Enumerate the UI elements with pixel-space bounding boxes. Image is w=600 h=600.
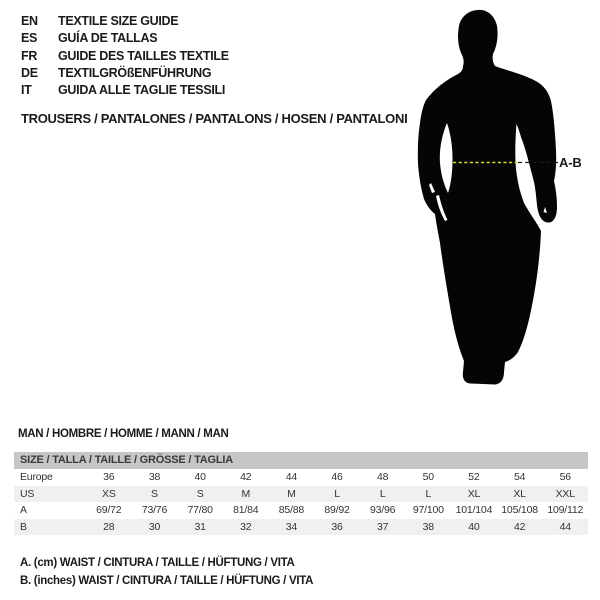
language-code: DE <box>21 65 38 80</box>
size-table-rows <box>14 469 588 535</box>
size-value-cell: XS <box>102 487 116 500</box>
language-label: GUIDA ALLE TAGLIE TESSILI <box>58 83 226 98</box>
size-value-cell: 44 <box>285 471 298 483</box>
note-a: A. (cm) WAIST / CINTURA / TAILLE / HÜFTUNG / VITA <box>20 557 295 569</box>
size-value-cell: S <box>196 487 204 500</box>
language-row <box>21 30 229 47</box>
size-value-cell: 85/88 <box>278 504 305 516</box>
size-value-cell: 30 <box>148 520 161 533</box>
size-value-cell: XL <box>467 487 481 500</box>
language-code: ES <box>21 31 38 46</box>
size-value-cell: XXL <box>555 487 575 500</box>
language-row <box>21 65 229 82</box>
language-label: GUIDE DES TAILLES TEXTILE <box>58 48 229 63</box>
table-row <box>14 519 588 536</box>
man-silhouette-svg <box>390 0 600 420</box>
size-value-cell: 93/96 <box>370 504 396 516</box>
row-label: US <box>20 487 35 500</box>
size-value-cell: 50 <box>422 471 434 483</box>
language-label: TEXTILGRÖßENFÜHRUNG <box>58 65 212 80</box>
size-value-cell: L <box>379 487 386 500</box>
size-value-cell: 42 <box>240 471 252 483</box>
language-row <box>21 13 229 30</box>
measure-notes <box>20 555 313 590</box>
size-value-cell: 36 <box>103 471 115 483</box>
size-value-cell: L <box>425 487 432 500</box>
language-code: FR <box>21 48 38 63</box>
category-title: TROUSERS / PANTALONES / PANTALONS / HOSEN / PANTALONI <box>21 111 408 126</box>
size-value-cell: 42 <box>513 520 526 533</box>
size-value-cell: 34 <box>285 520 298 533</box>
size-value-cell: 37 <box>377 520 389 533</box>
table-row <box>14 486 588 503</box>
size-value-cell: 48 <box>377 471 389 483</box>
size-value-cell: 81/84 <box>233 504 259 516</box>
size-value-cell: 40 <box>468 520 480 533</box>
table-row <box>14 469 588 486</box>
size-value-cell: 52 <box>468 471 480 483</box>
measurement-label: A-B <box>559 155 582 170</box>
row-label: B <box>20 520 27 533</box>
row-label: A <box>20 504 27 516</box>
size-value-cell: 46 <box>331 471 343 483</box>
size-value-cell: L <box>334 487 340 500</box>
size-value-cell: 105/108 <box>501 504 538 516</box>
note-b: B. (inches) WAIST / CINTURA / TAILLE / HÜFTUNG / VITA <box>20 574 314 587</box>
size-value-cell: 40 <box>194 471 206 483</box>
language-code: EN <box>21 14 38 28</box>
size-table <box>14 452 588 535</box>
table-row <box>14 502 588 519</box>
size-value-cell: 56 <box>559 471 571 483</box>
size-value-cell: 38 <box>148 471 161 483</box>
size-value-cell: 31 <box>194 520 206 533</box>
language-code: IT <box>21 83 32 98</box>
size-value-cell: XL <box>513 487 526 500</box>
size-value-cell: 38 <box>422 520 434 533</box>
size-value-cell: 109/112 <box>547 504 584 516</box>
language-row <box>21 48 229 65</box>
size-value-cell: 44 <box>559 520 571 533</box>
size-value-cell: 54 <box>513 471 526 483</box>
size-table-header: SIZE / TALLA / TAILLE / GRÖSSE / TAGLIA <box>14 452 588 469</box>
size-value-cell: 28 <box>103 520 115 533</box>
language-label: GUÍA DE TALLAS <box>58 31 158 46</box>
man-silhouette-figure <box>390 0 600 420</box>
size-value-cell: 69/72 <box>96 504 122 516</box>
language-row <box>21 82 229 99</box>
size-value-cell: 89/92 <box>324 504 350 516</box>
row-label: Europe <box>20 471 53 483</box>
language-label: TEXTILE SIZE GUIDE <box>58 14 179 28</box>
size-value-cell: 97/100 <box>412 504 444 516</box>
size-value-cell: 73/76 <box>141 504 168 516</box>
language-list <box>21 13 229 99</box>
size-value-cell: S <box>151 487 158 500</box>
size-value-cell: 32 <box>240 520 252 533</box>
gender-title: MAN / HOMBRE / HOMME / MANN / MAN <box>18 428 229 440</box>
size-value-cell: 36 <box>331 520 343 533</box>
size-value-cell: 77/80 <box>187 504 213 516</box>
size-value-cell: M <box>287 487 296 500</box>
size-value-cell: M <box>241 487 251 500</box>
size-value-cell: 101/104 <box>455 504 493 516</box>
